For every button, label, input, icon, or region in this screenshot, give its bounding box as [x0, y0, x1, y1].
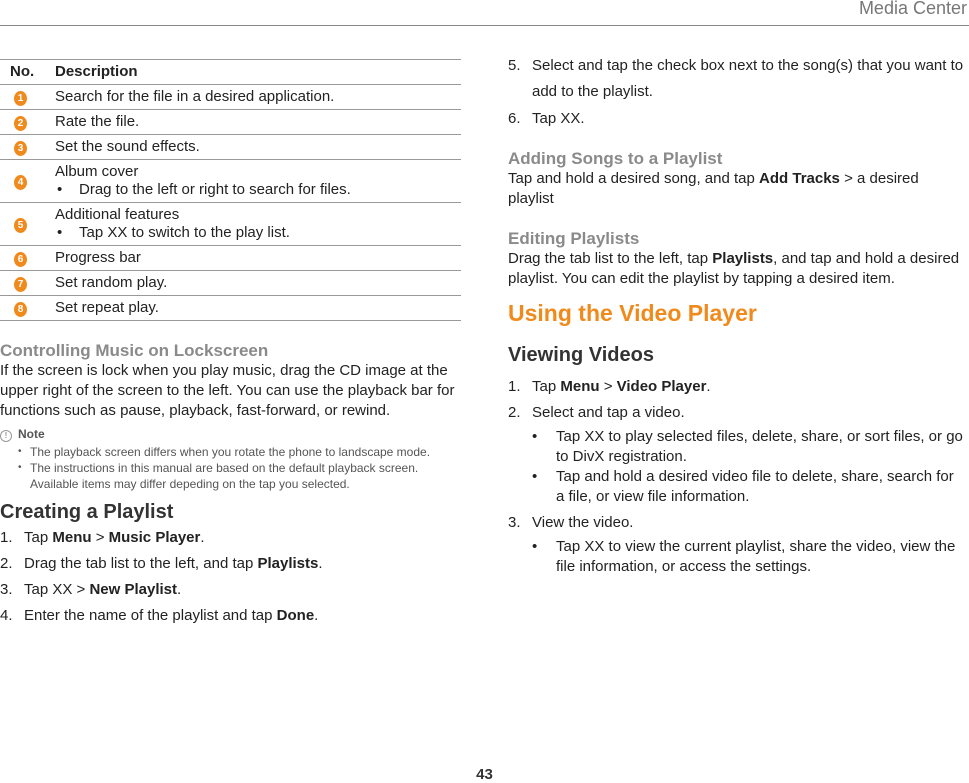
step-text: .	[177, 581, 182, 598]
step-number: 6.	[508, 110, 521, 127]
note-item: • The instructions in this manual are based on the default playback screen. Available items may differ depeding on the tap you selected.	[0, 460, 461, 492]
step-number: 4.	[0, 607, 13, 624]
info-icon: !	[0, 430, 12, 442]
lockscreen-heading: Controlling Music on Lockscreen	[0, 341, 269, 360]
right-column	[508, 53, 966, 577]
bullet-item: • Tap and hold a desired video file to delete, share, search for a file, or view file information.	[508, 467, 966, 507]
col-header-description: Description	[55, 60, 461, 85]
adding-text: > a desired playlist	[508, 170, 919, 207]
number-badge: 8	[14, 302, 27, 317]
bullet-item: • Tap XX to view the current playlist, share the video, view the file information, or access the settings.	[508, 537, 966, 577]
step-item	[0, 580, 461, 600]
step-number: 1.	[508, 378, 521, 395]
table-row	[0, 203, 461, 246]
editing-body	[508, 249, 966, 289]
step-text: View the video.	[532, 514, 634, 531]
adding-heading: Adding Songs to a Playlist	[508, 149, 723, 168]
editing-text: Drag the tab list to the left, tap	[508, 250, 713, 267]
step-text: Tap XX >	[24, 581, 90, 598]
table-row	[0, 110, 461, 135]
step-item	[508, 377, 966, 397]
adding-text: Tap and hold a desired song, and tap	[508, 170, 760, 187]
adding-bold: Add Tracks	[759, 170, 840, 187]
row-text: Set random play.	[55, 271, 461, 296]
table-row	[0, 135, 461, 160]
step-text: Select and tap a video.	[532, 404, 685, 421]
row-text: Search for the file in a desired application.	[55, 85, 461, 110]
step-text: Tap	[532, 378, 561, 395]
table-header-row	[0, 60, 461, 85]
table-row	[0, 271, 461, 296]
number-badge: 4	[14, 175, 27, 190]
header-title: Media Center	[858, 0, 967, 18]
note-label: Note	[18, 427, 45, 441]
step-text: .	[200, 529, 205, 546]
row-text: Additional features	[55, 206, 180, 223]
video-steps-continued	[508, 513, 966, 533]
row-text: Album cover	[55, 163, 139, 180]
row-text: Set repeat play.	[55, 296, 461, 321]
step-item	[508, 403, 966, 423]
step-item	[0, 606, 461, 626]
step-number: 2.	[508, 404, 521, 421]
table-row	[0, 296, 461, 321]
step-item	[508, 513, 966, 533]
playlist-steps-continued	[508, 53, 966, 129]
step-item	[0, 554, 461, 574]
step-number: 3.	[508, 514, 521, 531]
lockscreen-body: If the screen is lock when you play music, drag the CD image at the upper right of the screen to the left. You can use the playback bar for functions such as pause, playback, fast-forward, or rewind.	[0, 362, 455, 419]
step-bold: Menu	[52, 529, 92, 546]
step-item	[0, 528, 461, 548]
step-bold: New Playlist	[89, 581, 178, 598]
editing-text: , and tap and hold a desired playlist. You can edit the playlist by tapping a desired item.	[508, 250, 960, 287]
table-row	[0, 160, 461, 203]
video-steps	[508, 377, 966, 423]
row-bullet: • Drag to the left or right to search for files.	[55, 181, 461, 199]
step-number: 3.	[0, 581, 13, 598]
step-bold: Playlists	[257, 555, 319, 572]
step-text: Drag the tab list to the left, and tap	[24, 555, 258, 572]
step-text: >	[91, 529, 109, 546]
step-text: Tap	[24, 529, 53, 546]
step-text: .	[706, 378, 711, 395]
editing-heading: Editing Playlists	[508, 229, 640, 248]
table-row	[0, 85, 461, 110]
step-number: 2.	[0, 555, 13, 572]
row-text: Rate the file.	[55, 110, 461, 135]
note-heading	[0, 427, 461, 442]
video-step3-bullets	[508, 537, 966, 577]
page-number: 43	[476, 766, 493, 783]
step-text: .	[318, 555, 323, 572]
number-badge: 5	[14, 218, 27, 233]
bullet-item: • Tap XX to play selected files, delete, share, or sort files, or go to DivX registration.	[508, 427, 966, 467]
step-text: Tap XX.	[532, 110, 585, 127]
row-bullet: • Tap XX to switch to the play list.	[55, 224, 461, 242]
row-text: Progress bar	[55, 246, 461, 271]
playlist-steps	[0, 528, 461, 626]
playlist-heading: Creating a Playlist	[0, 501, 174, 523]
video-step2-bullets	[508, 427, 966, 507]
number-badge: 2	[14, 116, 27, 131]
adding-body	[508, 169, 966, 209]
step-text: >	[599, 378, 617, 395]
step-number: 5.	[508, 57, 521, 74]
step-number: 1.	[0, 529, 13, 546]
step-bold: Video Player	[616, 378, 707, 395]
description-table	[0, 59, 461, 321]
viewing-heading: Viewing Videos	[508, 344, 654, 366]
header-rule	[0, 25, 969, 26]
video-heading: Using the Video Player	[508, 300, 757, 326]
step-bold: Music Player	[108, 529, 201, 546]
number-badge: 6	[14, 252, 27, 267]
number-badge: 3	[14, 141, 27, 156]
step-item	[508, 109, 966, 129]
step-text: Select and tap the check box next to the song(s) that you want to add to the playlist.	[532, 57, 964, 100]
number-badge: 1	[14, 91, 27, 106]
step-item	[508, 53, 966, 105]
step-text: Enter the name of the playlist and tap	[24, 607, 277, 624]
table-row	[0, 246, 461, 271]
left-column	[0, 59, 461, 626]
col-header-no: No.	[0, 60, 55, 85]
step-bold: Done	[276, 607, 315, 624]
row-text: Set the sound effects.	[55, 135, 461, 160]
step-text: .	[314, 607, 319, 624]
note-item: • The playback screen differs when you rotate the phone to landscape mode.	[0, 444, 461, 460]
number-badge: 7	[14, 277, 27, 292]
editing-bold: Playlists	[712, 250, 774, 267]
step-bold: Menu	[560, 378, 600, 395]
note-list	[0, 444, 461, 492]
